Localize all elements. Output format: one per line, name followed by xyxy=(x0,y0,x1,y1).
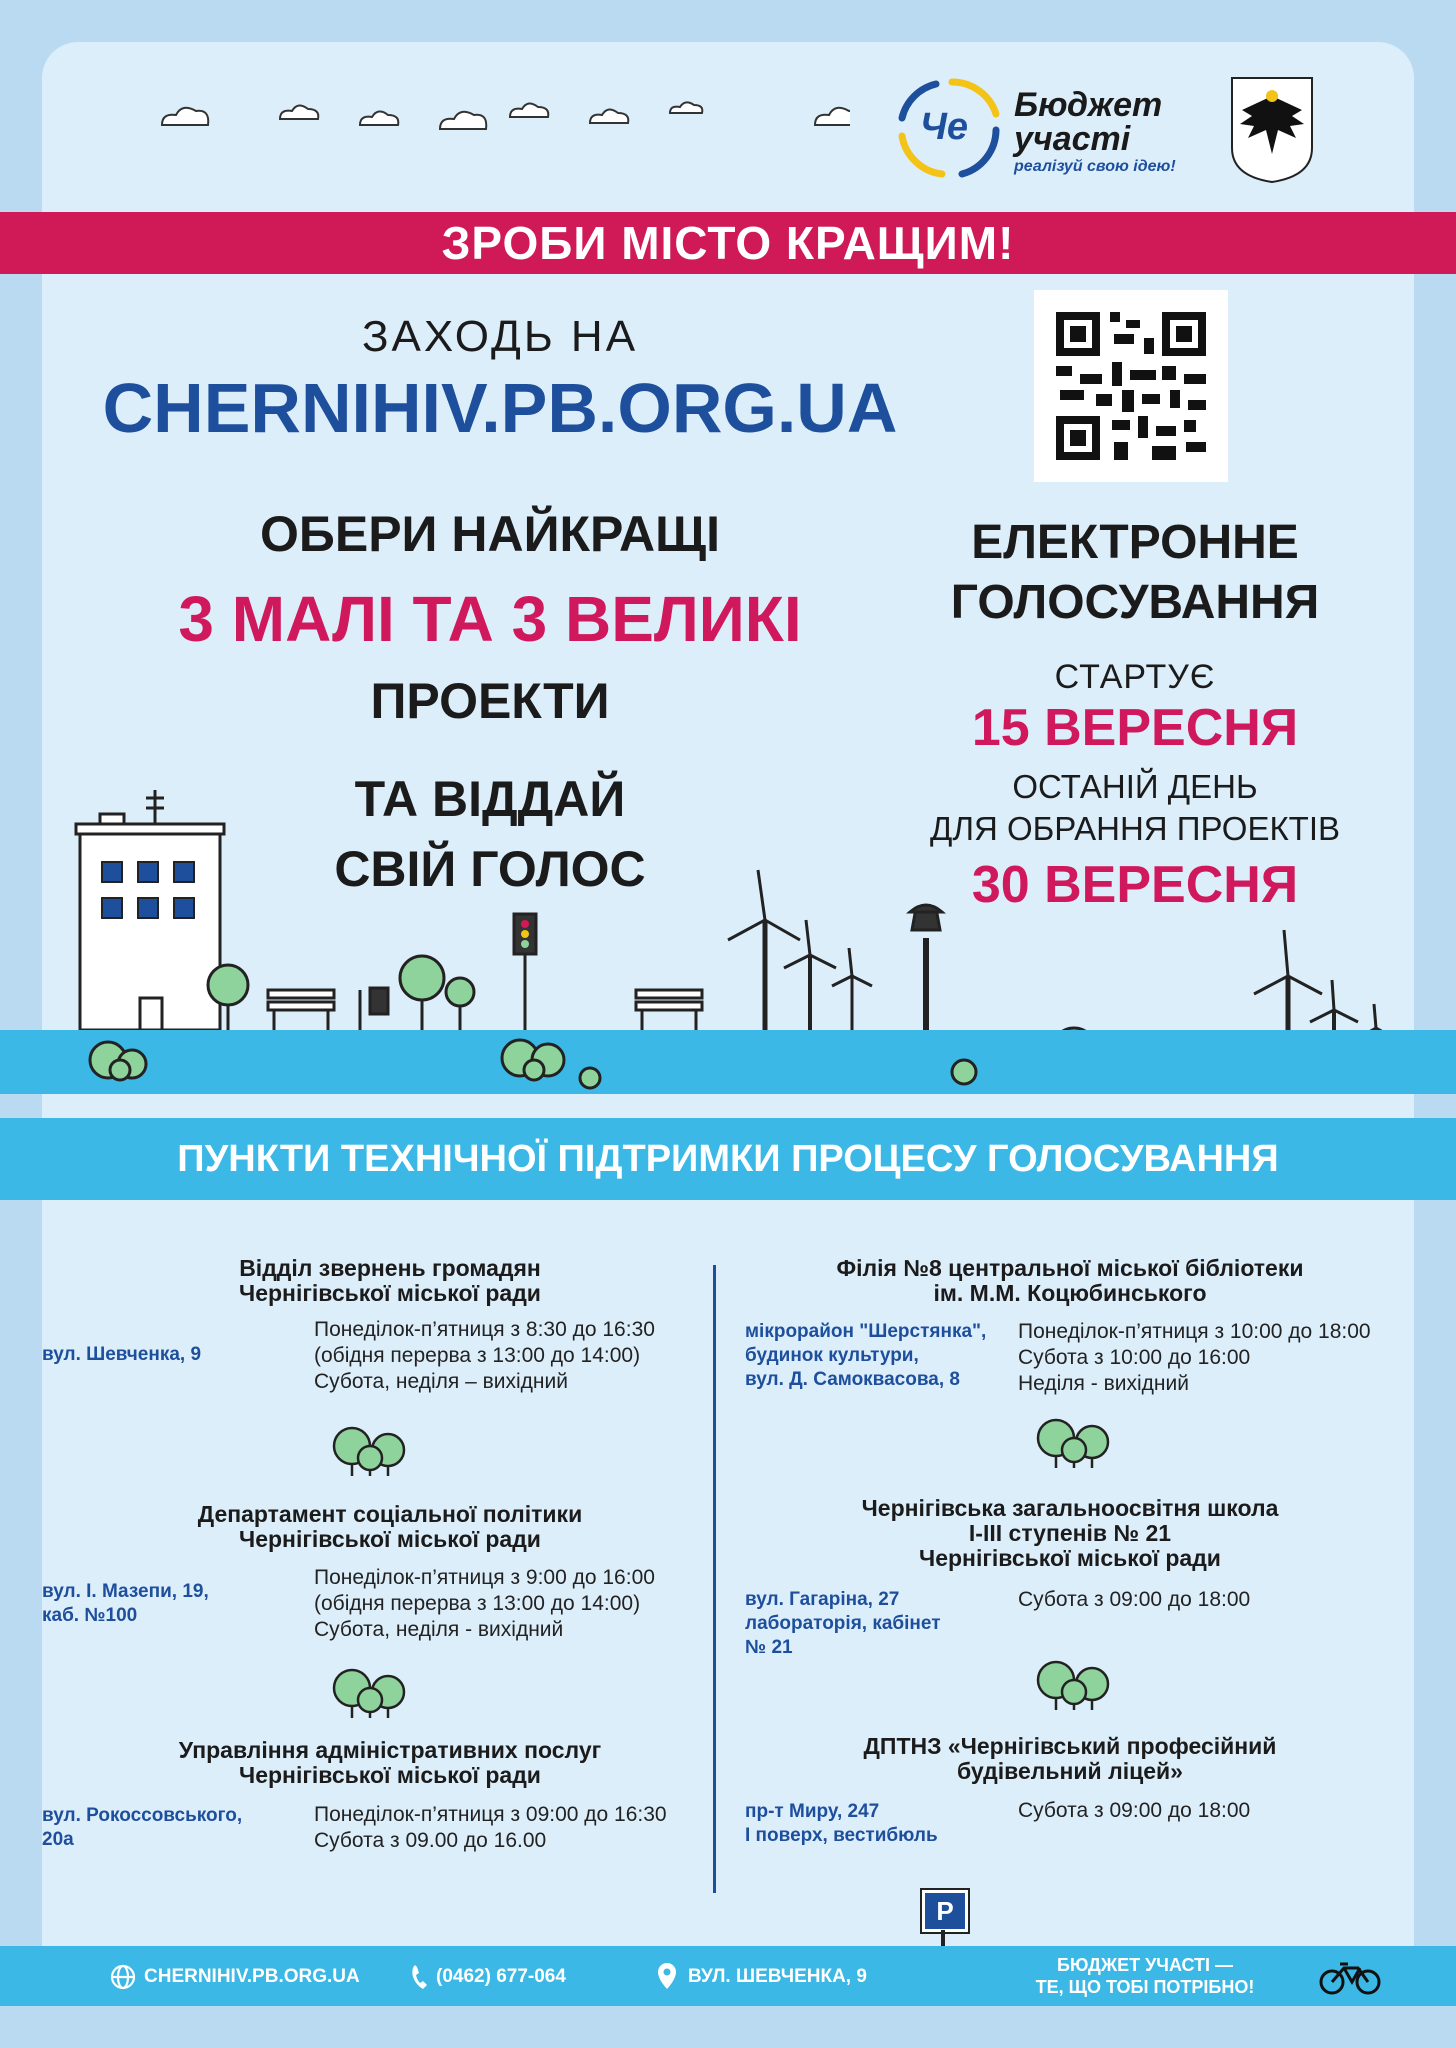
office-hours-line: Субота, неділя – вихідний xyxy=(314,1370,568,1393)
office-hours-line: Понеділок-п’ятниця з 8:30 до 16:30 xyxy=(314,1318,655,1341)
office-address xyxy=(42,1804,242,1852)
banner-top: ЗРОБИ МІСТО КРАЩИМ! xyxy=(0,212,1456,274)
footer-slogan xyxy=(980,1954,1310,1998)
voting-last-label1: ОСТАНІЙ ДЕНЬ xyxy=(1012,768,1258,805)
office-address-line: пр-т Миру, 247 xyxy=(745,1801,880,1822)
voting-title2: ГОЛОСУВАННЯ xyxy=(950,576,1320,629)
parking-sign: P xyxy=(922,1890,968,1932)
tree-icon xyxy=(332,1668,412,1720)
office-hours-line: (обідня перерва з 13:00 до 14:00) xyxy=(314,1592,641,1615)
office-hours-line: Субота з 09:00 до 18:00 xyxy=(1018,1799,1251,1822)
office-title-line: Чернігівська загальноосвітня школа xyxy=(861,1495,1279,1521)
footer xyxy=(0,1946,1456,2006)
office-title-line: Відділ звернень громадян xyxy=(239,1255,541,1281)
office-title-line: Чернігівської міської ради xyxy=(239,1762,541,1788)
column-divider xyxy=(713,1265,716,1893)
qr-code[interactable] xyxy=(1034,290,1228,482)
office-hours xyxy=(314,1317,655,1395)
office-address-line: № 21 xyxy=(745,1637,793,1658)
coat-of-arms-icon xyxy=(1226,74,1318,184)
ground-trees xyxy=(60,1030,1420,1100)
voting-start-date: 15 ВЕРЕСНЯ xyxy=(971,699,1299,757)
office-hours xyxy=(314,1802,667,1854)
office-title xyxy=(750,1256,1390,1306)
office-title xyxy=(760,1496,1380,1571)
office-address-line: вул. Гагаріна, 27 xyxy=(745,1589,900,1610)
office-address-line: вул. Рокоссовського, xyxy=(42,1805,243,1826)
office-address-line: вул. Д. Самоквасова, 8 xyxy=(745,1369,960,1390)
choose-line5: СВІЙ ГОЛОС xyxy=(334,841,646,897)
voting-last-label2: ДЛЯ ОБРАННЯ ПРОЕКТІВ xyxy=(929,810,1341,847)
office-address xyxy=(745,1320,986,1392)
phone-icon xyxy=(410,1963,430,1991)
tree-icon xyxy=(1036,1418,1116,1470)
logo-line2: участі xyxy=(1014,120,1131,158)
choose-line2: 3 МАЛІ ТА 3 ВЕЛИКІ xyxy=(178,583,802,655)
office-title xyxy=(110,1502,670,1552)
office-hours xyxy=(314,1565,655,1643)
office-address-line: лабораторія, кабінет xyxy=(745,1613,941,1634)
office-address-line: каб. №100 xyxy=(42,1605,138,1626)
office-title-line: Чернігівської міської ради xyxy=(919,1545,1221,1571)
office-hours-line: Понеділок-п’ятниця з 9:00 до 16:00 xyxy=(314,1566,655,1589)
budget-logo xyxy=(892,72,1012,184)
office-address-line: 20а xyxy=(42,1829,74,1850)
tree-icon xyxy=(1036,1660,1116,1712)
office-hours xyxy=(1018,1319,1371,1397)
office-title-line: ім. М.М. Коцюбинського xyxy=(933,1280,1207,1306)
footer-address: ВУЛ. ШЕВЧЕНКА, 9 xyxy=(688,1966,867,1987)
office-title-line: ДПТНЗ «Чернігівський професійний xyxy=(863,1733,1277,1759)
office-hours-line: (обідня перерва з 13:00 до 14:00) xyxy=(314,1344,641,1367)
office-hours xyxy=(1018,1798,1250,1824)
office-address xyxy=(42,1343,201,1367)
office-hours-line: Субота, неділя - вихідний xyxy=(314,1618,564,1641)
choose-line3: ПРОЕКТИ xyxy=(370,673,610,729)
voting-title1: ЕЛЕКТРОННЕ xyxy=(971,516,1299,569)
office-title-line: будівельний ліцей» xyxy=(957,1758,1183,1784)
office-title xyxy=(760,1734,1380,1784)
office-title-line: Управління адміністративних послуг xyxy=(178,1737,602,1763)
voting-start-label: СТАРТУЄ xyxy=(1054,658,1216,696)
office-hours-line: Понеділок-п’ятниця з 09:00 до 16:30 xyxy=(314,1803,667,1826)
office-hours-line: Субота з 10:00 до 16:00 xyxy=(1018,1346,1251,1369)
globe-icon xyxy=(110,1964,136,1990)
office-title xyxy=(90,1738,690,1788)
location-pin-icon xyxy=(656,1961,678,1991)
logo-tagline: реалізуй свою ідею! xyxy=(1014,158,1176,175)
office-hours-line: Субота з 09:00 до 18:00 xyxy=(1018,1588,1251,1611)
footer-website[interactable]: CHERNIHIV.PB.ORG.UA xyxy=(144,1966,360,1987)
logo-mark: Че xyxy=(920,106,969,148)
office-address-line: вул. Шевченка, 9 xyxy=(42,1344,202,1365)
office-address xyxy=(745,1800,938,1848)
office-title-line: Чернігівської міської ради xyxy=(239,1280,541,1306)
bicycle-icon xyxy=(1318,1958,1382,1996)
visit-url[interactable]: CHERNIHIV.PB.ORG.UA xyxy=(102,369,898,447)
office-address-line: будинок культури, xyxy=(745,1345,919,1366)
logo-text xyxy=(1014,88,1162,156)
office-hours-line: Субота з 09.00 до 16.00 xyxy=(314,1829,547,1852)
choose-line4: ТА ВІДДАЙ xyxy=(354,771,626,827)
office-hours-line: Неділя - вихідний xyxy=(1018,1372,1189,1395)
choose-line1: ОБЕРИ НАЙКРАЩІ xyxy=(260,506,720,562)
office-title-line: Чернігівської міської ради xyxy=(239,1526,541,1552)
office-title-line: І-ІІІ ступенів № 21 xyxy=(968,1520,1172,1546)
logo-line1: Бюджет xyxy=(1014,86,1163,124)
footer-slogan-line: ТЕ, ЩО ТОБІ ПОТРІБНО! xyxy=(1035,1977,1255,1997)
office-address-line: І поверх, вестибюль xyxy=(745,1825,938,1846)
office-hours-line: Понеділок-п’ятниця з 10:00 до 18:00 xyxy=(1018,1320,1371,1343)
footer-phone[interactable]: (0462) 677-064 xyxy=(436,1966,566,1987)
support-banner: ПУНКТИ ТЕХНІЧНОЇ ПІДТРИМКИ ПРОЦЕСУ ГОЛОСУВАННЯ xyxy=(0,1118,1456,1200)
office-address-line: вул. І. Мазепи, 19, xyxy=(42,1581,209,1602)
office-address-line: мікрорайон "Шерстянка", xyxy=(745,1321,987,1342)
office-title-line: Департамент соціальної політики xyxy=(197,1501,583,1527)
clouds-decoration xyxy=(150,95,850,145)
office-title xyxy=(110,1256,670,1306)
office-title-line: Філія №8 центральної міської бібліотеки xyxy=(836,1255,1304,1281)
footer-slogan-line: БЮДЖЕТ УЧАСТІ — xyxy=(1056,1955,1234,1975)
office-hours xyxy=(1018,1587,1250,1613)
qr-code-icon xyxy=(1034,290,1228,482)
voting-end-date: 30 ВЕРЕСНЯ xyxy=(971,856,1299,914)
visit-prefix: ЗАХОДЬ НА xyxy=(361,312,639,361)
tree-icon xyxy=(332,1426,412,1478)
office-address xyxy=(745,1588,941,1660)
office-address xyxy=(42,1580,209,1628)
